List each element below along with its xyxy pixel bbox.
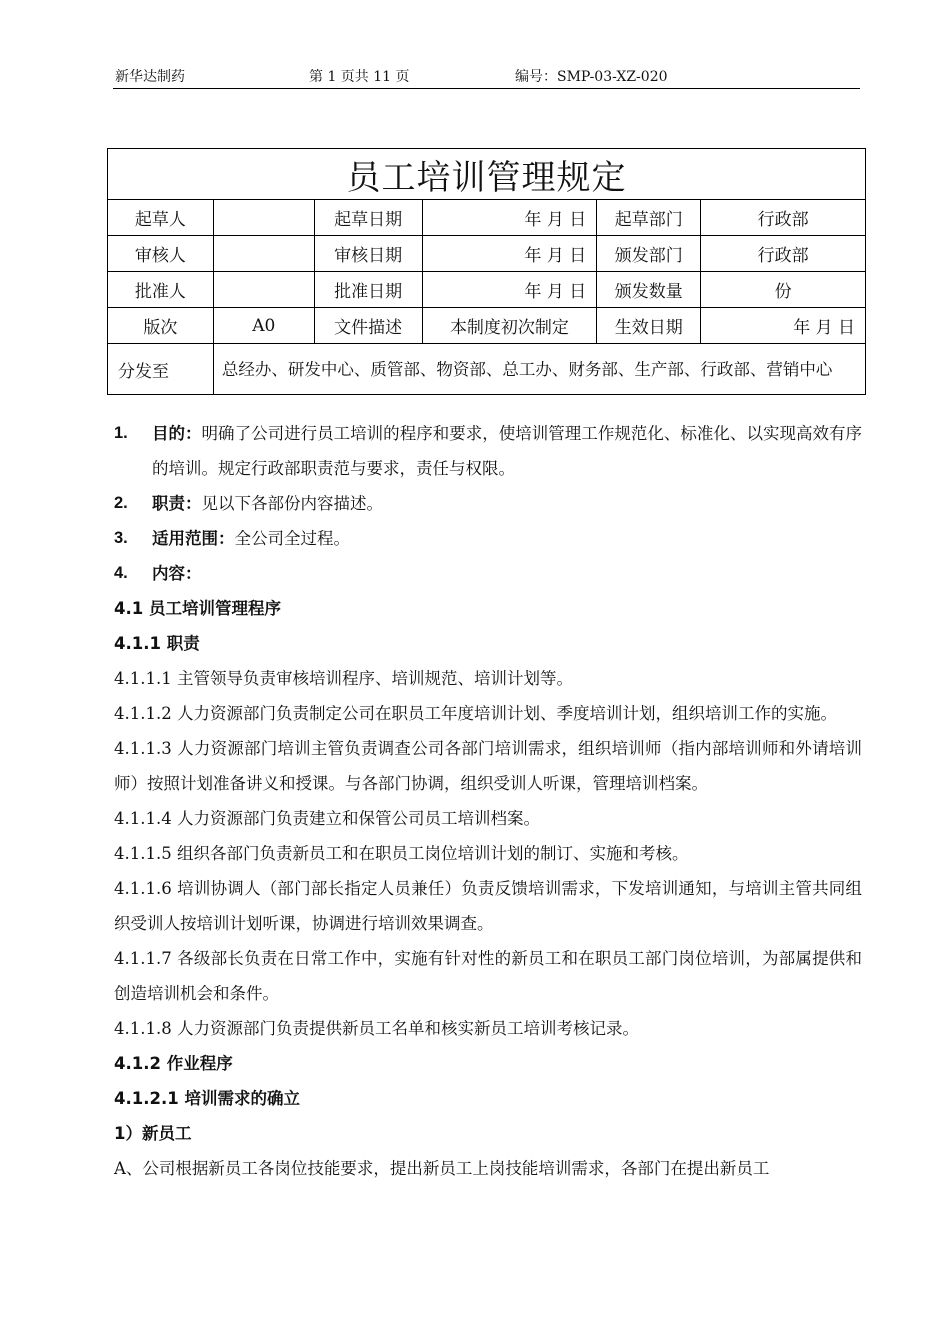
approve-date-label: 批准日期 (314, 272, 422, 308)
distribution-value: 总经办、研发中心、质管部、物资部、总工办、财务部、生产部、行政部、营销中心 (213, 344, 865, 395)
effective-date-label: 生效日期 (597, 308, 701, 344)
heading-4-1-2: 4.1.2 作业程序 (114, 1054, 233, 1073)
section-number: 4. (114, 564, 128, 582)
document-title: 员工培训管理规定 (108, 149, 866, 200)
paragraph-4-1-1-8: 4.1.1.8 人力资源部门负责提供新员工名单和核实新员工培训考核记录。 (114, 1019, 639, 1038)
document-info-table (107, 148, 866, 395)
issue-qty-label: 颁发数量 (597, 272, 701, 308)
table-row (108, 272, 866, 308)
drafter-label: 起草人 (108, 200, 214, 236)
version-label: 版次 (108, 308, 214, 344)
heading-4-1-2-1: 4.1.2.1 培训需求的确立 (114, 1089, 300, 1108)
table-row (108, 200, 866, 236)
section-purpose (114, 416, 862, 486)
section-text: 全公司全过程。 (234, 529, 350, 548)
page-number: 第 1 页共 11 页 (309, 69, 410, 85)
draft-dept-value: 行政部 (701, 200, 866, 236)
paragraph-4-1-1-1: 4.1.1.1 主管领导负责审核培训程序、培训规范、培训计划等。 (114, 669, 573, 688)
section-scope (114, 521, 862, 556)
section-number: 2. (114, 494, 128, 512)
version-value: A0 (213, 308, 314, 344)
table-row (108, 344, 866, 395)
draft-date-label: 起草日期 (314, 200, 422, 236)
paragraph-4-1-1-3: 4.1.1.3 人力资源部门培训主管负责调查公司各部门培训需求，组织培训师（指内部培训师和外请培训师）按照计划准备讲义和授课。与各部门协调，组织受训人听课，管理培训档案。 (114, 739, 862, 793)
reviewer-value (213, 236, 314, 272)
paragraph-4-1-1-7: 4.1.1.7 各级部长负责在日常工作中，实施有针对性的新员工和在职员工部门岗位培训，为部属提供和创造培训机会和条件。 (114, 949, 862, 1003)
file-desc-value: 本制度初次制定 (422, 308, 597, 344)
effective-date-value: 年 月 日 (701, 308, 866, 344)
section-content (114, 556, 862, 591)
heading-new-employee: 1）新员工 (114, 1124, 192, 1143)
distribution-label: 分发至 (108, 344, 214, 395)
review-date-value: 年 月 日 (422, 236, 597, 272)
table-row (108, 308, 866, 344)
document-code: 编号：SMP-03-XZ-020 (515, 69, 668, 85)
page-header (113, 64, 860, 89)
section-label: 内容： (152, 564, 202, 583)
company-name: 新华达制药 (115, 69, 185, 85)
reviewer-label: 审核人 (108, 236, 214, 272)
drafter-value (213, 200, 314, 236)
document-body (114, 416, 862, 1186)
approver-label: 批准人 (108, 272, 214, 308)
section-number: 1. (114, 424, 128, 442)
issue-qty-value: 份 (701, 272, 866, 308)
section-label: 目的： (152, 424, 202, 443)
table-row (108, 236, 866, 272)
draft-date-value: 年 月 日 (422, 200, 597, 236)
review-date-label: 审核日期 (314, 236, 422, 272)
section-label: 适用范围： (152, 529, 235, 548)
draft-dept-label: 起草部门 (597, 200, 701, 236)
issue-dept-value: 行政部 (701, 236, 866, 272)
section-label: 职责： (152, 494, 202, 513)
paragraph-4-1-1-6: 4.1.1.6 培训协调人（部门部长指定人员兼任）负责反馈培训需求，下发培训通知，与培训主管共同组织受训人按培训计划听课，协调进行培训效果调查。 (114, 879, 862, 933)
issue-dept-label: 颁发部门 (597, 236, 701, 272)
section-duties (114, 486, 862, 521)
heading-4-1-1: 4.1.1 职责 (114, 634, 200, 653)
section-text: 明确了公司进行员工培训的程序和要求，使培训管理工作规范化、标准化、以实现高效有序的培训。规定行政部职责范与要求，责任与权限。 (152, 424, 863, 478)
approve-date-value: 年 月 日 (422, 272, 597, 308)
section-text: 见以下各部份内容描述。 (201, 494, 383, 513)
file-desc-label: 文件描述 (314, 308, 422, 344)
paragraph-4-1-1-4: 4.1.1.4 人力资源部门负责建立和保管公司员工培训档案。 (114, 809, 540, 828)
paragraph-4-1-1-5: 4.1.1.5 组织各部门负责新员工和在职员工岗位培训计划的制订、实施和考核。 (114, 844, 689, 863)
paragraph-4-1-1-2: 4.1.1.2 人力资源部门负责制定公司在职员工年度培训计划、季度培训计划，组织培训工作的实施。 (114, 704, 837, 723)
paragraph-a: A、公司根据新员工各岗位技能要求，提出新员工上岗技能培训需求，各部门在提出新员工 (114, 1159, 770, 1178)
heading-4-1: 4.1 员工培训管理程序 (114, 599, 281, 618)
section-number: 3. (114, 529, 128, 547)
approver-value (213, 272, 314, 308)
